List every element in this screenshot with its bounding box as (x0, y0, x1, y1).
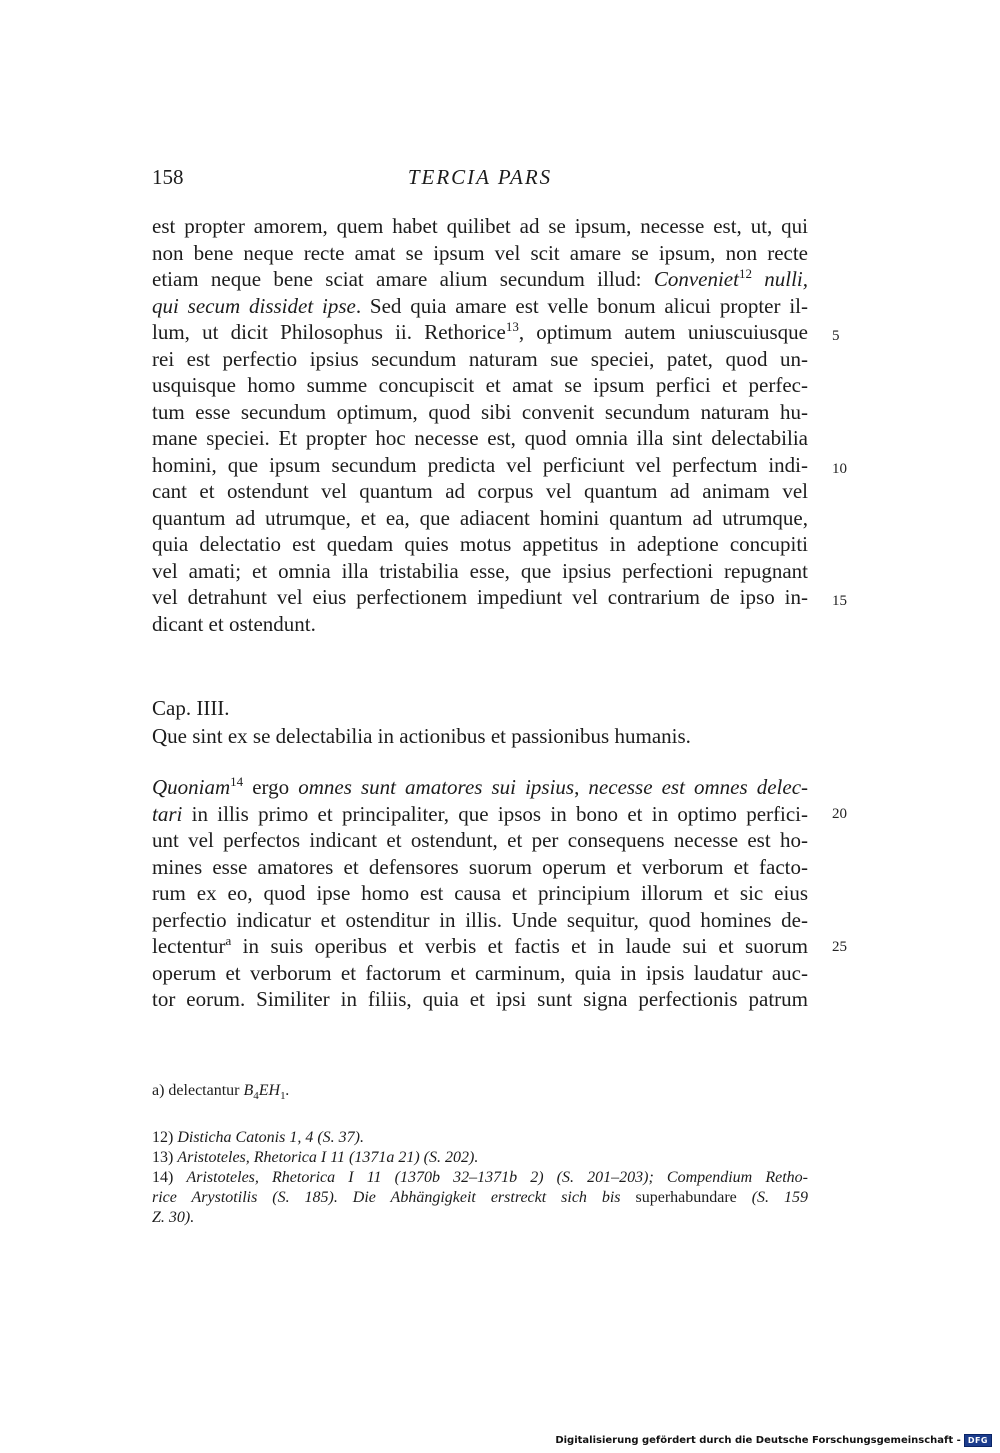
text-line (152, 907, 808, 934)
italic-run: B (243, 1082, 254, 1099)
text-line (152, 213, 808, 240)
text-line (152, 854, 808, 881)
chapter-number: Cap. IIII. (152, 696, 230, 720)
text-run: vel amati; et omnia illa tristabilia esse, que ipsius perfectioni repugnant (152, 558, 808, 583)
text-line (152, 801, 808, 828)
italic-run: tari (152, 801, 183, 826)
italic-run: (S. 159 (736, 1189, 808, 1206)
italic-run: . (285, 1082, 290, 1099)
footnote-line (152, 1168, 808, 1188)
footnote-marker: 13 (505, 319, 519, 334)
line-number-15: 15 (832, 593, 847, 609)
text-run: usquisque homo summe concupiscit et amat se ipsum perfici et perfec- (152, 373, 808, 397)
text-run: lum, ut dicit Philosophus ii. Rethorice (152, 320, 506, 344)
italic-run: nulli, (751, 267, 808, 291)
subscript-run: 1 (280, 1090, 286, 1103)
text-run: mane speciei. Et propter hoc necesse est, quod omnia illa sint delectabilia (152, 426, 808, 450)
text-run: ergo (243, 775, 299, 799)
text-line (152, 986, 808, 1013)
text-run: quantum ad utrumque, et ea, que adiacent homini quantum ad utrumque, (152, 505, 808, 530)
text-run: quia delectatio est quedam quies motus appetitus in adeptione concupiti (152, 532, 808, 556)
text-line (152, 266, 808, 293)
text-line (152, 827, 808, 854)
italic-run: necesse est omnes delec- (588, 775, 809, 799)
text-run: etiam neque bene sciat amare alium secundum illud: (152, 267, 654, 291)
italic-run: omnes sunt amatores sui ipsius (298, 775, 575, 799)
text-line (152, 1081, 808, 1101)
main-text-paragraph-1 (152, 213, 808, 637)
italic-run: Aristoteles, Rhetorica I 11 (1371a 21) (S. 202). (177, 1149, 479, 1166)
text-run: 12) (152, 1129, 178, 1146)
text-run: perfectio indicatur et ostenditur in illis. Unde sequitur, quod homines de- (152, 907, 808, 932)
text-run: rei est perfectio ipsius secundum naturam sue speciei, patet, quod un- (152, 346, 808, 371)
text-run: 13) (152, 1149, 178, 1166)
running-title: TERCIA PARS (407, 165, 553, 189)
italic-run: rice Arystotilis (S. 185). Die Abhängigkeit erstreckt sich bis (152, 1189, 636, 1206)
italic-run: qui secum dissidet ipse (152, 293, 356, 318)
text-line (152, 372, 808, 399)
footnote-marker: a (225, 933, 232, 948)
subscript-run: 4 (253, 1090, 259, 1103)
text-run: rum ex eo, quod ipse homo est causa et principium illorum et sic eius (152, 881, 808, 905)
italic-run: Disticha Catonis 1, 4 (S. 37). (177, 1129, 364, 1146)
text-run: superhabundare (635, 1189, 737, 1206)
text-run: , (574, 775, 589, 799)
italic-run: EH (258, 1082, 281, 1099)
text-run: , optimum autem uniuscuiusque (518, 320, 808, 344)
banner-text: Digitalisierung gefördert durch die Deutsche Forschungsgemeinschaft - (555, 1435, 961, 1446)
text-run: mines esse amatores et defensores suorum operum et verborum et facto- (152, 854, 808, 879)
text-run: 14) (152, 1169, 187, 1186)
chapter-heading (152, 694, 691, 750)
main-text-paragraph-2 (152, 774, 808, 1013)
text-run: cant et ostendunt vel quantum ad corpus vel quantum ad animam vel (152, 479, 808, 503)
chapter-title: Que sint ex se delectabilia in actionibus et passionibus humanis. (152, 724, 691, 748)
footnote-line (152, 1188, 808, 1208)
text-line (152, 933, 808, 960)
text-run: in suis operibus et verbis et factis et in laude sui et suorum (231, 934, 808, 958)
footnote-line (152, 1208, 808, 1228)
text-run: . Sed quia amare est velle bonum alicui propter il- (355, 293, 808, 318)
line-number-5: 5 (832, 328, 840, 344)
critical-apparatus (152, 1081, 808, 1101)
text-line (152, 584, 808, 611)
line-number-10: 10 (832, 461, 847, 477)
footnote-marker: 14 (230, 774, 244, 789)
text-line (152, 452, 808, 479)
text-line (152, 346, 808, 373)
text-line (152, 531, 808, 558)
footnotes (152, 1128, 808, 1228)
text-line (152, 960, 808, 987)
text-line (152, 774, 808, 801)
line-number-20: 20 (832, 806, 847, 822)
italic-run: Z. 30). (152, 1209, 195, 1226)
dfg-logo: DFG (964, 1434, 992, 1447)
text-run: a) delectantur (152, 1082, 244, 1099)
footnote-line (152, 1148, 808, 1168)
footnote-marker: 12 (738, 266, 752, 281)
text-line (152, 611, 808, 638)
text-line (152, 478, 808, 505)
text-line (152, 558, 808, 585)
text-line (152, 425, 808, 452)
italic-run: Quoniam (152, 775, 231, 799)
text-run: operum et verborum et factorum et carminum, quia in ipsis laudatur auc- (152, 960, 808, 985)
page-number: 158 (152, 165, 184, 189)
text-run: tum esse secundum optimum, quod sibi convenit secundum naturam hu- (152, 399, 808, 424)
line-number-25: 25 (832, 939, 847, 955)
text-line (152, 505, 808, 532)
text-run: non bene neque recte amat se ipsum vel scit amare se ipsum, non recte (152, 240, 808, 265)
italic-run: Aristoteles, Rhetorica I 11 (1370b 32–1371b 2) (S. 201–203); Compendium Retho- (186, 1169, 808, 1186)
text-run: lectentur (152, 934, 226, 958)
footnote-line (152, 1128, 808, 1148)
text-line (152, 880, 808, 907)
text-line (152, 319, 808, 346)
text-run: homini, que ipsum secundum predicta vel perficiunt vel perfectum indi- (152, 452, 808, 477)
italic-run: Conveniet (653, 267, 739, 291)
text-run: est propter amorem, quem habet quilibet ad se ipsum, necesse est, ut, qui (152, 214, 808, 238)
text-line (152, 293, 808, 320)
text-run: in illis primo et principaliter, que ipsos in bono et in optimo perfici- (182, 801, 808, 826)
text-run: tor eorum. Similiter in filiis, quia et ipsi sunt signa perfectionis patrum (152, 987, 808, 1011)
text-line (152, 240, 808, 267)
page-header (152, 165, 808, 195)
text-run: dicant et ostendunt. (152, 611, 316, 636)
text-run: vel detrahunt vel eius perfectionem impediunt vel contrarium de ipso in- (152, 585, 808, 609)
dfg-banner (555, 1434, 992, 1447)
text-run: unt vel perfectos indicant et ostendunt, et per consequens necesse est ho- (152, 828, 808, 852)
text-line (152, 399, 808, 426)
